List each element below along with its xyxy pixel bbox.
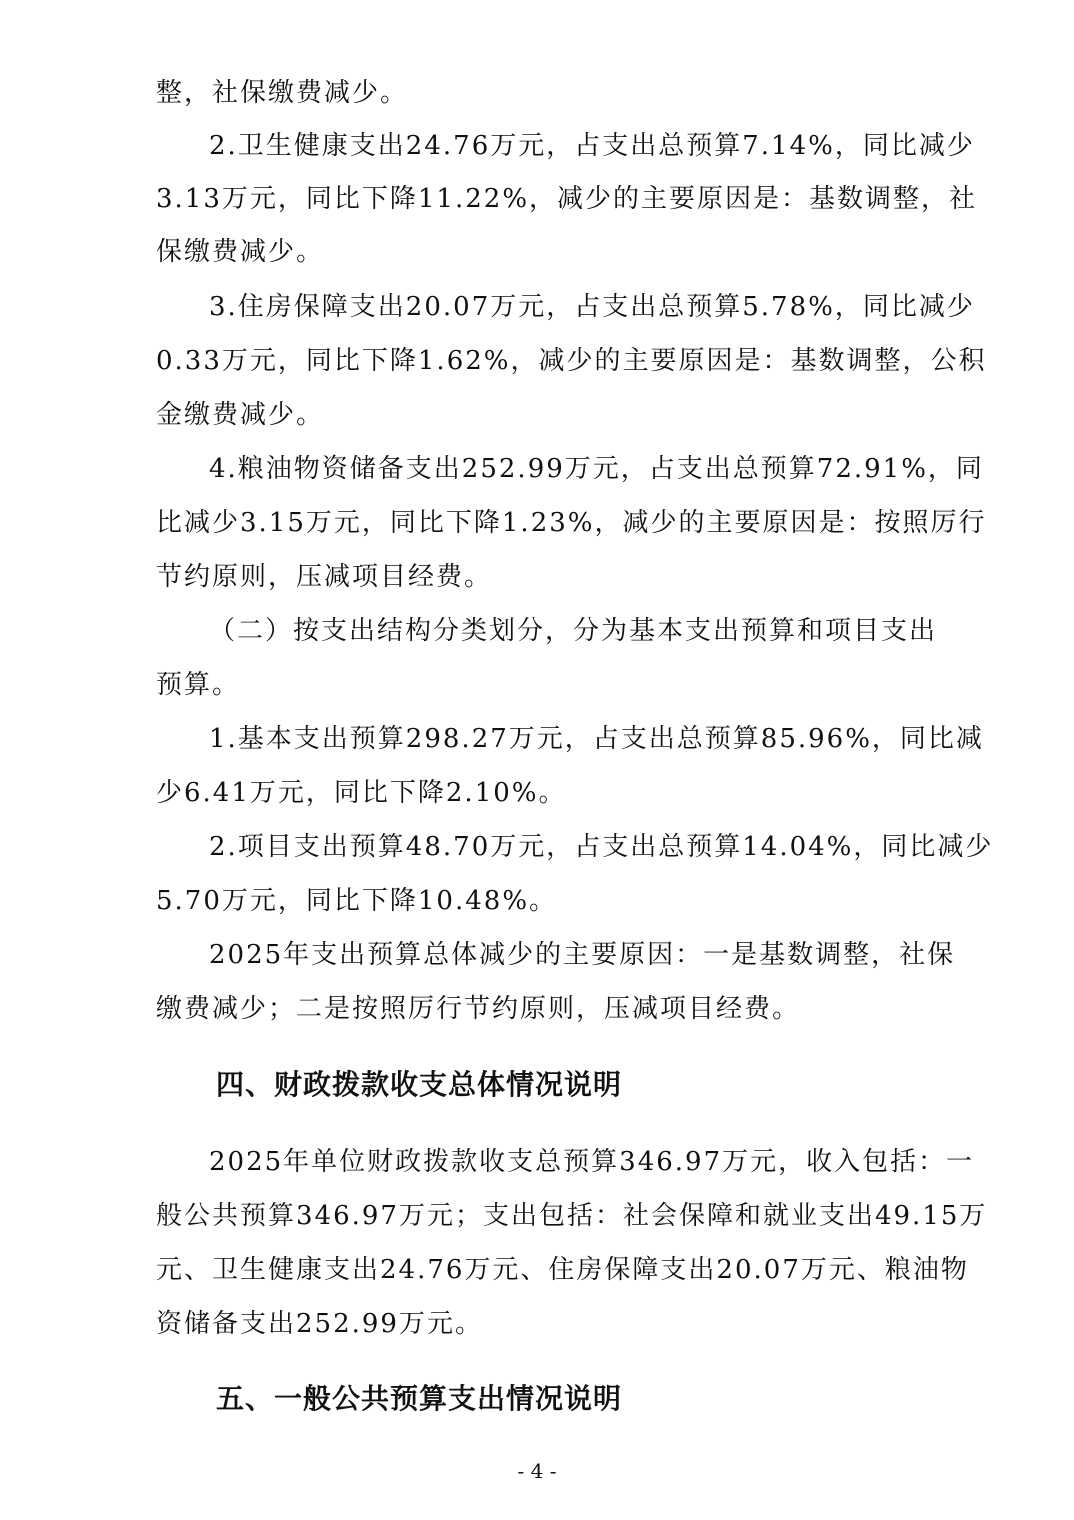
paragraph-continuation-line: 整，社保缴费减少。 (156, 78, 409, 108)
paragraph-housing-expenditure-line-2: 0.33万元，同比下降1.62%，减少的主要原因是：基数调整，公积 (156, 346, 987, 376)
paragraph-health-expenditure-line-1: 2.卫生健康支出24.76万元，占支出总预算7.14%，同比减少 (209, 131, 975, 161)
section-heading-fiscal-appropriation: 四、财政拨款收支总体情况说明 (216, 1068, 623, 1101)
paragraph-grain-reserve-line-2: 比减少3.15万元，同比下降1.23%，减少的主要原因是：按照厉行 (156, 508, 987, 538)
paragraph-basic-expenditure-line-2: 少6.41万元，同比下降2.10%。 (156, 778, 567, 808)
paragraph-grain-reserve-line-1: 4.粮油物资储备支出252.99万元，占支出总预算72.91%，同 (209, 454, 984, 484)
paragraph-grain-reserve-line-3: 节约原则，压减项目经费。 (156, 562, 493, 592)
paragraph-basic-expenditure-line-1: 1.基本支出预算298.27万元，占支出总预算85.96%，同比减 (209, 724, 984, 754)
paragraph-project-expenditure-line-1: 2.项目支出预算48.70万元，占支出总预算14.04%，同比减少 (209, 832, 994, 862)
page-number: - 4 - (517, 1459, 557, 1483)
paragraph-housing-expenditure-line-1: 3.住房保障支出20.07万元，占支出总预算5.78%，同比减少 (209, 292, 975, 322)
paragraph-budget-decrease-reason-line-2: 缴费减少；二是按照厉行节约原则，压减项目经费。 (156, 994, 801, 1024)
paragraph-fiscal-appropriation-line-2: 般公共预算346.97万元；支出包括：社会保障和就业支出49.15万 (156, 1201, 988, 1231)
paragraph-health-expenditure-line-3: 保缴费减少。 (156, 237, 325, 267)
paragraph-project-expenditure-line-2: 5.70万元，同比下降10.48%。 (156, 886, 558, 916)
paragraph-structure-classification-line-2: 预算。 (156, 670, 241, 700)
section-heading-general-public-budget: 五、一般公共预算支出情况说明 (216, 1382, 623, 1415)
paragraph-budget-decrease-reason-line-1: 2025年支出预算总体减少的主要原因：一是基数调整，社保 (209, 940, 956, 970)
paragraph-housing-expenditure-line-3: 金缴费减少。 (156, 400, 325, 430)
paragraph-health-expenditure-line-2: 3.13万元，同比下降11.22%，减少的主要原因是：基数调整，社 (156, 184, 978, 214)
paragraph-structure-classification-line-1: （二）按支出结构分类划分，分为基本支出预算和项目支出 (209, 616, 938, 646)
paragraph-fiscal-appropriation-line-1: 2025年单位财政拨款收支总预算346.97万元，收入包括：一 (209, 1147, 975, 1177)
paragraph-fiscal-appropriation-line-4: 资储备支出252.99万元。 (156, 1309, 483, 1339)
paragraph-fiscal-appropriation-line-3: 元、卫生健康支出24.76万元、住房保障支出20.07万元、粮油物 (156, 1255, 969, 1285)
